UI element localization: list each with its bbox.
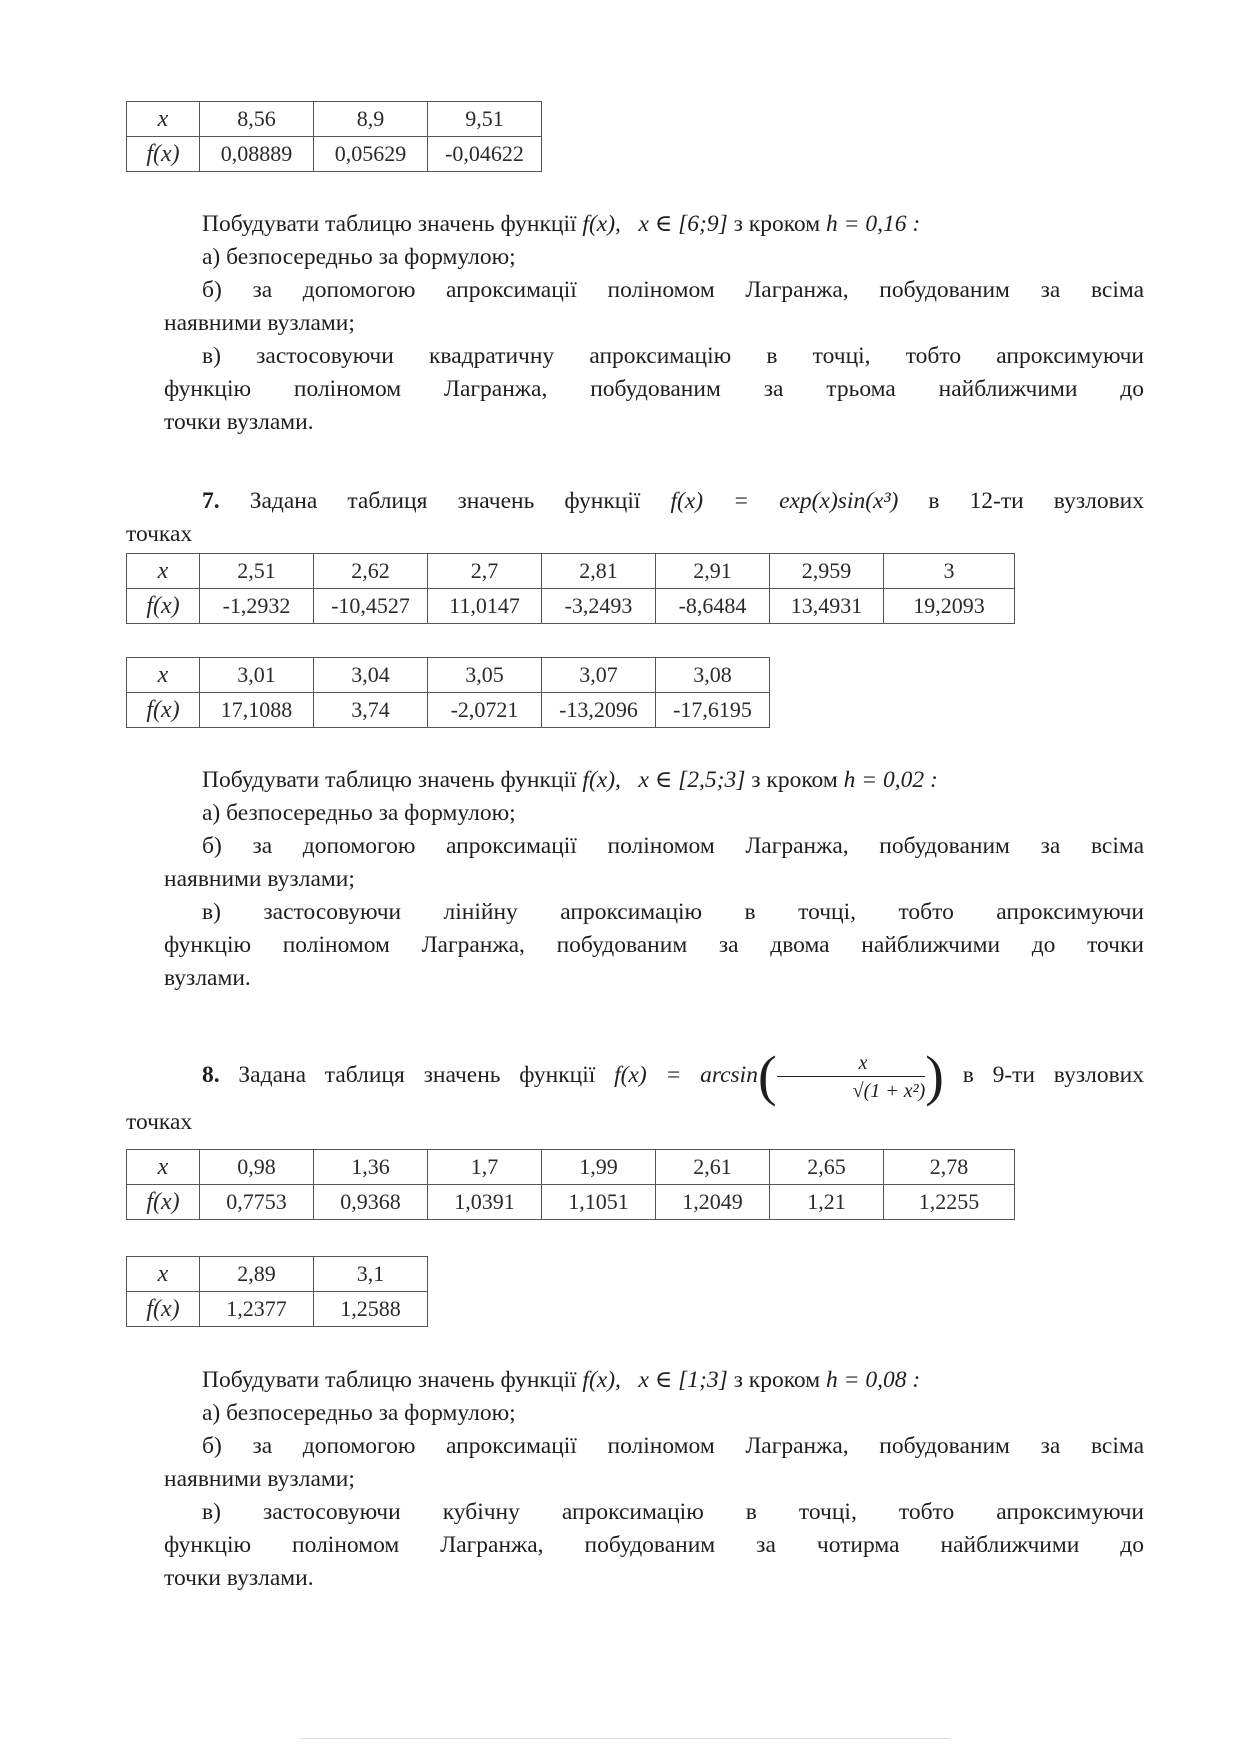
task8-heading bbox=[126, 1040, 1144, 1139]
task8-values-table-2 bbox=[126, 1256, 428, 1327]
build-instruction bbox=[164, 208, 1144, 241]
task7-values-table-1 bbox=[126, 553, 1015, 624]
table-cell: 1,2377 bbox=[200, 1292, 314, 1327]
table-row-fx bbox=[127, 1292, 428, 1327]
table-cell: 0,7753 bbox=[200, 1185, 314, 1220]
item-c-line1: в) застосовуючи лінійну апроксимацію в точці, тобто апроксимуючи bbox=[202, 899, 1144, 925]
task-formula-fraction bbox=[777, 1052, 926, 1102]
left-paren: ( bbox=[757, 1045, 777, 1108]
table-cell: 1,36 bbox=[314, 1150, 428, 1185]
function-symbol: f(x), bbox=[582, 767, 621, 793]
fraction-denominator: √(1 + x²) bbox=[852, 1079, 926, 1102]
table-cell: 2,959 bbox=[770, 554, 884, 589]
fx-header: f(x) bbox=[127, 1185, 200, 1220]
table-cell: 13,4931 bbox=[770, 589, 884, 624]
table-cell: -13,2096 bbox=[542, 693, 656, 728]
item-c-line1: в) застосовуючи кубічну апроксимацію в точці, тобто апроксимуючи bbox=[202, 1499, 1144, 1525]
item-c-line2: функцію поліномом Лагранжа, побудованим за двома найближчими до точки bbox=[164, 932, 1144, 958]
nodes-text: в 12-ти вузлових bbox=[928, 488, 1145, 514]
task-formula-lhs: f(x) = arcsin bbox=[614, 1062, 758, 1088]
table-cell: 2,62 bbox=[314, 554, 428, 589]
table-cell: 1,2049 bbox=[656, 1185, 770, 1220]
task6-instructions bbox=[164, 208, 1144, 439]
table-cell: -2,0721 bbox=[428, 693, 542, 728]
table-cell: 2,7 bbox=[428, 554, 542, 589]
item-c-line3: точки вузлами. bbox=[164, 409, 314, 435]
table-cell: 3,74 bbox=[314, 693, 428, 728]
instruction-text: Побудувати таблицю значень функції bbox=[202, 1367, 577, 1393]
fraction-numerator: x bbox=[777, 1052, 926, 1077]
nodes-text: в 9-ти вузлових bbox=[962, 1062, 1145, 1088]
table-cell: 3,04 bbox=[314, 658, 428, 693]
step-text: з кроком bbox=[751, 767, 838, 793]
item-c-line3: вузлами. bbox=[164, 965, 251, 991]
table-row-fx bbox=[127, 693, 770, 728]
build-instruction bbox=[164, 764, 1144, 797]
x-header: x bbox=[127, 554, 200, 589]
table-cell: 2,91 bbox=[656, 554, 770, 589]
task7-statement bbox=[126, 485, 1144, 518]
table-cell: 8,56 bbox=[200, 102, 314, 137]
table-cell: -17,6195 bbox=[656, 693, 770, 728]
task8-instructions bbox=[164, 1364, 1144, 1595]
task-formula: f(x) = exp(x)sin(x³) bbox=[670, 488, 899, 514]
step-value: h = 0,16 : bbox=[825, 211, 921, 237]
item-b-line2: наявними вузлами; bbox=[164, 310, 355, 336]
item-c-line1: в) застосовуючи квадратичну апроксимацію в точці, тобто апроксимуючи bbox=[202, 343, 1144, 369]
task7-heading bbox=[126, 485, 1144, 551]
table-cell: 17,1088 bbox=[200, 693, 314, 728]
item-c-line3: точки вузлами. bbox=[164, 1565, 314, 1591]
interval: x ∈ [6;9] bbox=[638, 211, 728, 237]
task-intro: Задана таблиця значень функції bbox=[238, 1062, 596, 1088]
interval: x ∈ [2,5;3] bbox=[638, 767, 746, 793]
item-a: а) безпосередньо за формулою; bbox=[202, 244, 516, 270]
table-cell: 0,05629 bbox=[314, 137, 428, 172]
table-row-fx bbox=[127, 137, 542, 172]
table-cell: 2,78 bbox=[884, 1150, 1015, 1185]
item-c-line2: функцію поліномом Лагранжа, побудованим за трьома найближчими до bbox=[164, 376, 1144, 402]
table-cell: 1,7 bbox=[428, 1150, 542, 1185]
function-symbol: f(x), bbox=[582, 1367, 621, 1393]
item-a: а) безпосередньо за формулою; bbox=[202, 1400, 516, 1426]
x-header: x bbox=[127, 658, 200, 693]
table-cell: 3,05 bbox=[428, 658, 542, 693]
table-row-fx bbox=[127, 589, 1015, 624]
interval: x ∈ [1;3] bbox=[638, 1367, 728, 1393]
table-cell: 3,01 bbox=[200, 658, 314, 693]
table-row-x bbox=[127, 554, 1015, 589]
table-cell: 3,07 bbox=[542, 658, 656, 693]
task-intro: Задана таблиця значень функції bbox=[249, 488, 641, 514]
task8-values-table-1 bbox=[126, 1149, 1015, 1220]
item-c-line2: функцію поліномом Лагранжа, побудованим за чотирма найближчими до bbox=[164, 1532, 1144, 1558]
table-cell: -3,2493 bbox=[542, 589, 656, 624]
task7-values-table-2 bbox=[126, 657, 770, 728]
instruction-text: Побудувати таблицю значень функції bbox=[202, 767, 577, 793]
table-cell: 1,1051 bbox=[542, 1185, 656, 1220]
task-number: 8. bbox=[202, 1062, 220, 1088]
scan-edge-line bbox=[300, 1738, 950, 1739]
x-header: x bbox=[127, 1150, 200, 1185]
table-row-fx bbox=[127, 1185, 1015, 1220]
table-cell: 1,2255 bbox=[884, 1185, 1015, 1220]
table-cell: 8,9 bbox=[314, 102, 428, 137]
points-word: точках bbox=[126, 1109, 193, 1135]
table-cell: 1,99 bbox=[542, 1150, 656, 1185]
task-number: 7. bbox=[202, 488, 220, 514]
x-header: x bbox=[127, 1257, 200, 1292]
function-symbol: f(x), bbox=[582, 211, 621, 237]
table-cell: 3 bbox=[884, 554, 1015, 589]
table-cell: 19,2093 bbox=[884, 589, 1015, 624]
item-b-line2: наявними вузлами; bbox=[164, 1466, 355, 1492]
table-cell: 2,51 bbox=[200, 554, 314, 589]
step-value: h = 0,02 : bbox=[843, 767, 938, 793]
table-row-x bbox=[127, 658, 770, 693]
table-row-x bbox=[127, 1150, 1015, 1185]
table-cell: 2,89 bbox=[200, 1257, 314, 1292]
fx-header: f(x) bbox=[127, 589, 200, 624]
item-b-line1: б) за допомогою апроксимації поліномом Лагранжа, побудованим за всіма bbox=[202, 833, 1144, 859]
fx-header: f(x) bbox=[127, 1292, 200, 1327]
table-cell: 2,65 bbox=[770, 1150, 884, 1185]
table-cell: -1,2932 bbox=[200, 589, 314, 624]
table-cell: -0,04622 bbox=[428, 137, 542, 172]
table-cell: 0,08889 bbox=[200, 137, 314, 172]
step-text: з кроком bbox=[733, 211, 821, 237]
table-cell: 0,9368 bbox=[314, 1185, 428, 1220]
step-value: h = 0,08 : bbox=[825, 1367, 921, 1393]
step-text: з кроком bbox=[733, 1367, 821, 1393]
fx-header: f(x) bbox=[127, 693, 200, 728]
task6-values-table-continued bbox=[126, 101, 542, 172]
table-cell: 1,0391 bbox=[428, 1185, 542, 1220]
item-b-line2: наявними вузлами; bbox=[164, 866, 355, 892]
item-b-line1: б) за допомогою апроксимації поліномом Лагранжа, побудованим за всіма bbox=[202, 1433, 1144, 1459]
fx-header: f(x) bbox=[127, 137, 200, 172]
table-cell: 0,98 bbox=[200, 1150, 314, 1185]
table-row-x bbox=[127, 102, 542, 137]
table-cell: 1,21 bbox=[770, 1185, 884, 1220]
right-paren: ) bbox=[925, 1045, 944, 1108]
table-row-x bbox=[127, 1257, 428, 1292]
task8-statement bbox=[126, 1040, 1144, 1110]
task7-instructions bbox=[164, 764, 1144, 995]
table-cell: 3,08 bbox=[656, 658, 770, 693]
table-cell: -10,4527 bbox=[314, 589, 428, 624]
table-cell: 2,61 bbox=[656, 1150, 770, 1185]
table-cell: -8,6484 bbox=[656, 589, 770, 624]
table-cell: 1,2588 bbox=[314, 1292, 428, 1327]
table-cell: 2,81 bbox=[542, 554, 656, 589]
instruction-text: Побудувати таблицю значень функції bbox=[202, 211, 577, 237]
table-cell: 3,1 bbox=[314, 1257, 428, 1292]
x-header: x bbox=[127, 102, 200, 137]
build-instruction bbox=[164, 1364, 1144, 1397]
item-b-line1: б) за допомогою апроксимації поліномом Лагранжа, побудованим за всіма bbox=[202, 277, 1144, 303]
item-a: а) безпосередньо за формулою; bbox=[202, 800, 516, 826]
table-cell: 11,0147 bbox=[428, 589, 542, 624]
table-cell: 9,51 bbox=[428, 102, 542, 137]
points-word: точках bbox=[126, 521, 193, 547]
